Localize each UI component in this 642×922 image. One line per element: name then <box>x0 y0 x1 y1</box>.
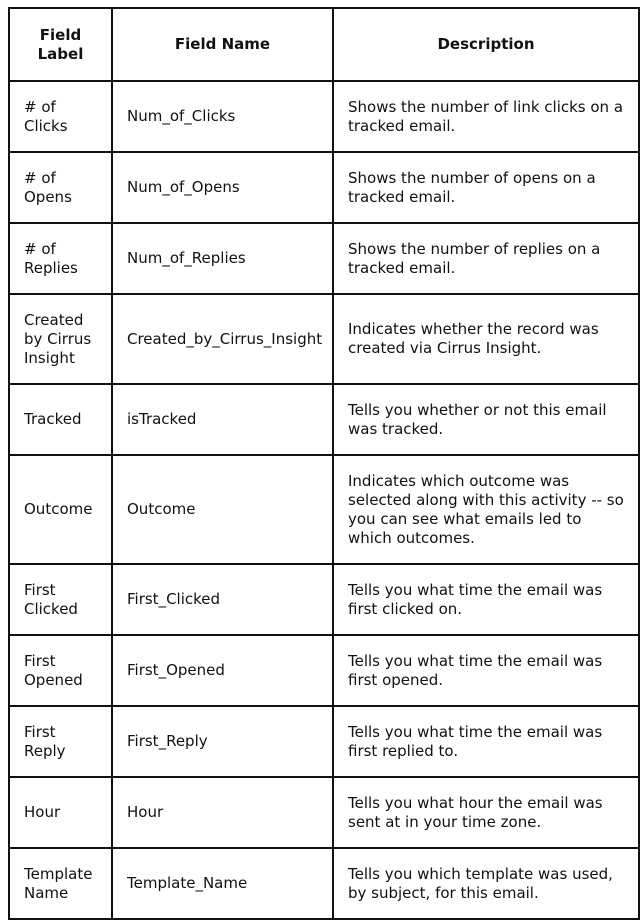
field-name-cell: Num_of_Replies <box>112 223 333 294</box>
field-name-cell: Hour <box>112 777 333 848</box>
description-cell: Tells you which template was used, by subject, for this email. <box>333 848 639 919</box>
field-label-cell: Outcome <box>9 455 112 564</box>
description-cell: Tells you what time the email was first replied to. <box>333 706 639 777</box>
field-name-cell: Outcome <box>112 455 333 564</box>
field-name-cell: First_Opened <box>112 635 333 706</box>
field-name-cell: Num_of_Clicks <box>112 81 333 152</box>
description-cell: Tells you what hour the email was sent at in your time zone. <box>333 777 639 848</box>
table-row <box>9 706 639 777</box>
field-label-cell: Created by Cirrus Insight <box>9 294 112 384</box>
table-row <box>9 384 639 455</box>
header-description: Description <box>333 8 639 81</box>
description-cell: Shows the number of opens on a tracked email. <box>333 152 639 223</box>
description-cell: Indicates which outcome was selected along with this activity -- so you can see what emails led to which outcomes. <box>333 455 639 564</box>
table-row <box>9 152 639 223</box>
table-row <box>9 635 639 706</box>
table-header <box>9 8 639 81</box>
field-name-cell: isTracked <box>112 384 333 455</box>
field-label-cell: # of Clicks <box>9 81 112 152</box>
header-field-label: Field Label <box>9 8 112 81</box>
field-name-cell: Num_of_Opens <box>112 152 333 223</box>
field-name-cell: Created_by_Cirrus_Insight <box>112 294 333 384</box>
field-label-cell: Tracked <box>9 384 112 455</box>
description-cell: Shows the number of replies on a tracked email. <box>333 223 639 294</box>
table-body <box>9 81 639 919</box>
field-label-cell: Hour <box>9 777 112 848</box>
description-cell: Tells you whether or not this email was tracked. <box>333 384 639 455</box>
description-cell: Indicates whether the record was created via Cirrus Insight. <box>333 294 639 384</box>
field-name-cell: Template_Name <box>112 848 333 919</box>
table-row <box>9 81 639 152</box>
table-row <box>9 223 639 294</box>
description-cell: Tells you what time the email was first clicked on. <box>333 564 639 635</box>
field-label-cell: First Clicked <box>9 564 112 635</box>
field-label-cell: # of Opens <box>9 152 112 223</box>
table-row <box>9 777 639 848</box>
description-cell: Shows the number of link clicks on a tracked email. <box>333 81 639 152</box>
field-name-cell: First_Reply <box>112 706 333 777</box>
field-label-cell: First Reply <box>9 706 112 777</box>
table-row <box>9 564 639 635</box>
table-row <box>9 455 639 564</box>
field-name-cell: First_Clicked <box>112 564 333 635</box>
description-cell: Tells you what time the email was first opened. <box>333 635 639 706</box>
header-field-name: Field Name <box>112 8 333 81</box>
field-label-cell: Template Name <box>9 848 112 919</box>
header-row <box>9 8 639 81</box>
field-label-cell: First Opened <box>9 635 112 706</box>
table-row <box>9 294 639 384</box>
field-reference-table <box>8 7 640 920</box>
table-row <box>9 848 639 919</box>
field-label-cell: # of Replies <box>9 223 112 294</box>
